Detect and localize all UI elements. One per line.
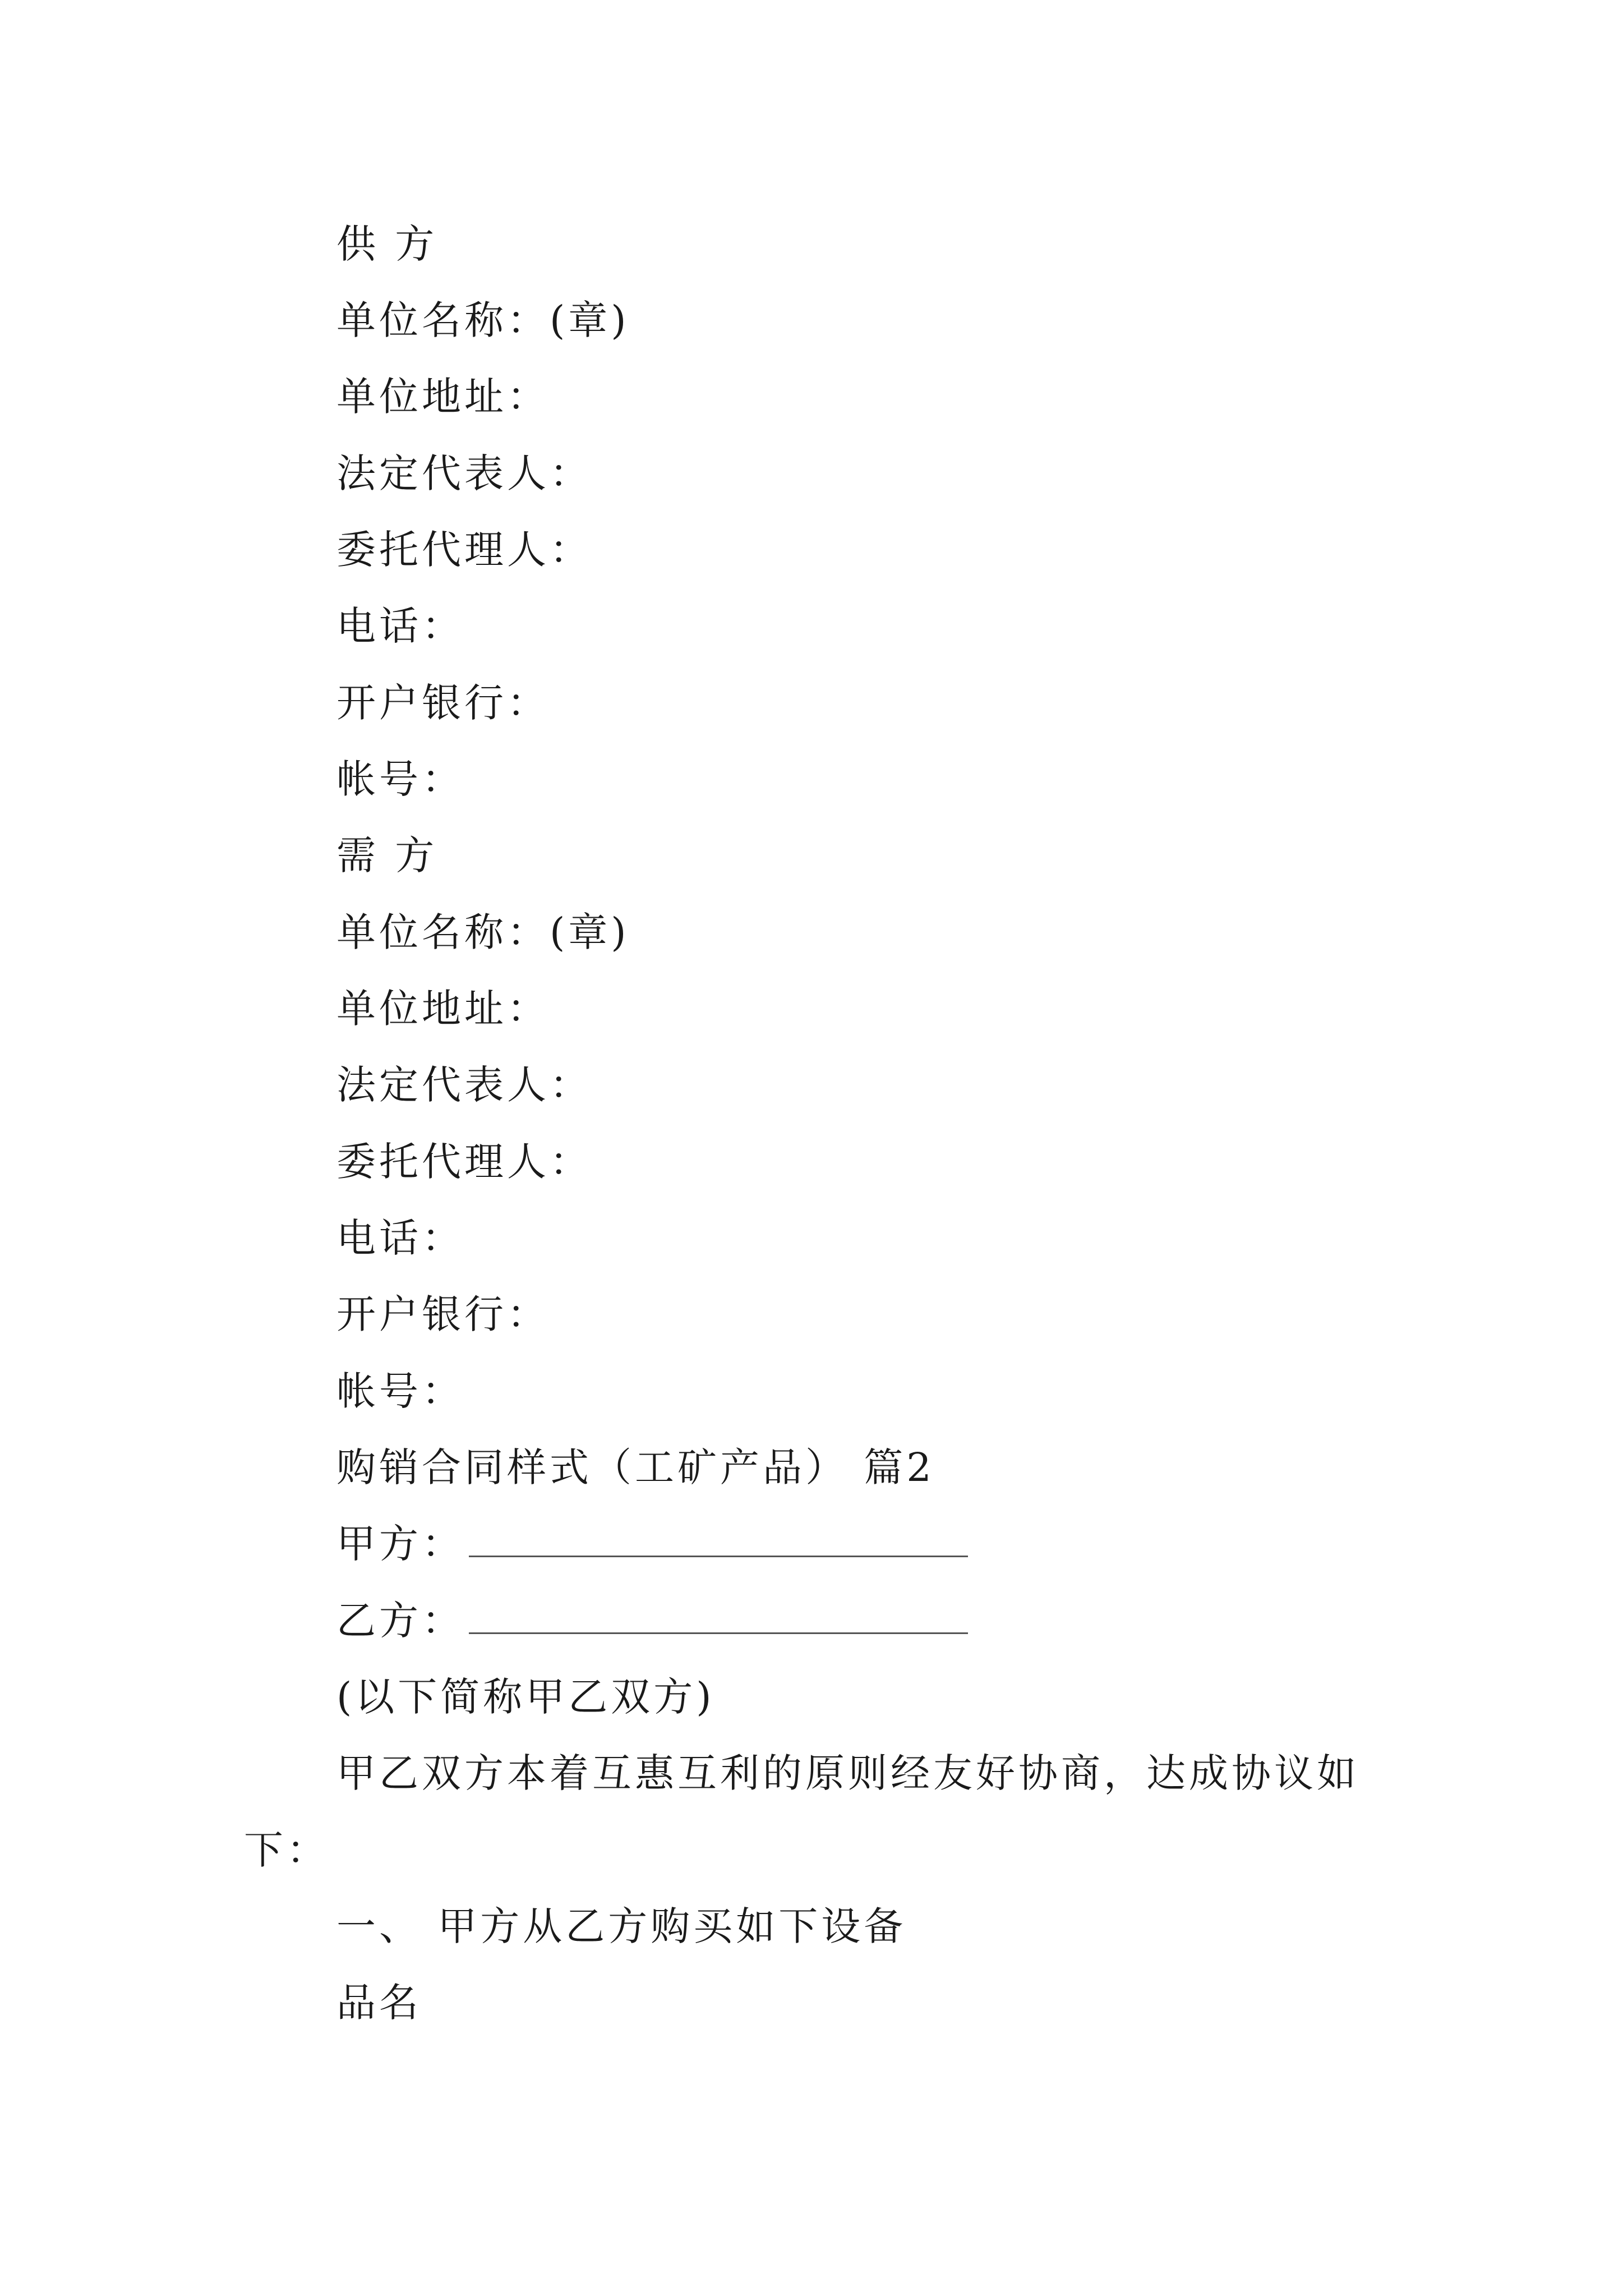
party-b-label: 乙方： <box>336 1598 464 1644</box>
party-b-blank <box>469 1598 968 1634</box>
supplier-heading: 供 方 <box>336 221 438 267</box>
section-title: 购销合同样式（工矿产品） 篇2 <box>336 1444 935 1490</box>
buyer-bank: 开户银行： <box>336 1291 550 1337</box>
supplier-legal-representative: 法定代表人： <box>336 450 592 496</box>
clause-one: 一、 甲方从乙方购买如下设备 <box>336 1903 907 1949</box>
buyer-phone: 电话： <box>336 1215 464 1261</box>
supplier-account: 帐号： <box>336 756 464 802</box>
supplier-phone: 电话： <box>336 603 464 649</box>
party-a-label: 甲方： <box>336 1521 464 1567</box>
buyer-account: 帐号： <box>336 1368 464 1414</box>
party-b-line <box>336 1593 968 1649</box>
item-name-label: 品名 <box>336 1980 422 2026</box>
supplier-unit-name: 单位名称：(章) <box>336 297 630 343</box>
supplier-unit-address: 单位地址： <box>336 374 550 420</box>
buyer-legal-representative: 法定代表人： <box>336 1062 592 1108</box>
buyer-unit-name: 单位名称：(章) <box>336 909 630 955</box>
intro-paragraph-line-2: 下： <box>244 1827 329 1873</box>
intro-paragraph-line-1: 甲乙双方本着互惠互利的原则经友好协商，达成协议如 <box>336 1750 1359 1796</box>
parties-note: (以下简称甲乙双方) <box>336 1674 715 1720</box>
party-a-line <box>336 1516 968 1572</box>
party-a-blank <box>469 1521 968 1557</box>
buyer-heading: 需 方 <box>336 832 438 878</box>
buyer-unit-address: 单位地址： <box>336 986 550 1032</box>
supplier-authorized-agent: 委托代理人： <box>336 527 592 573</box>
supplier-bank: 开户银行： <box>336 680 550 726</box>
buyer-authorized-agent: 委托代理人： <box>336 1139 592 1185</box>
